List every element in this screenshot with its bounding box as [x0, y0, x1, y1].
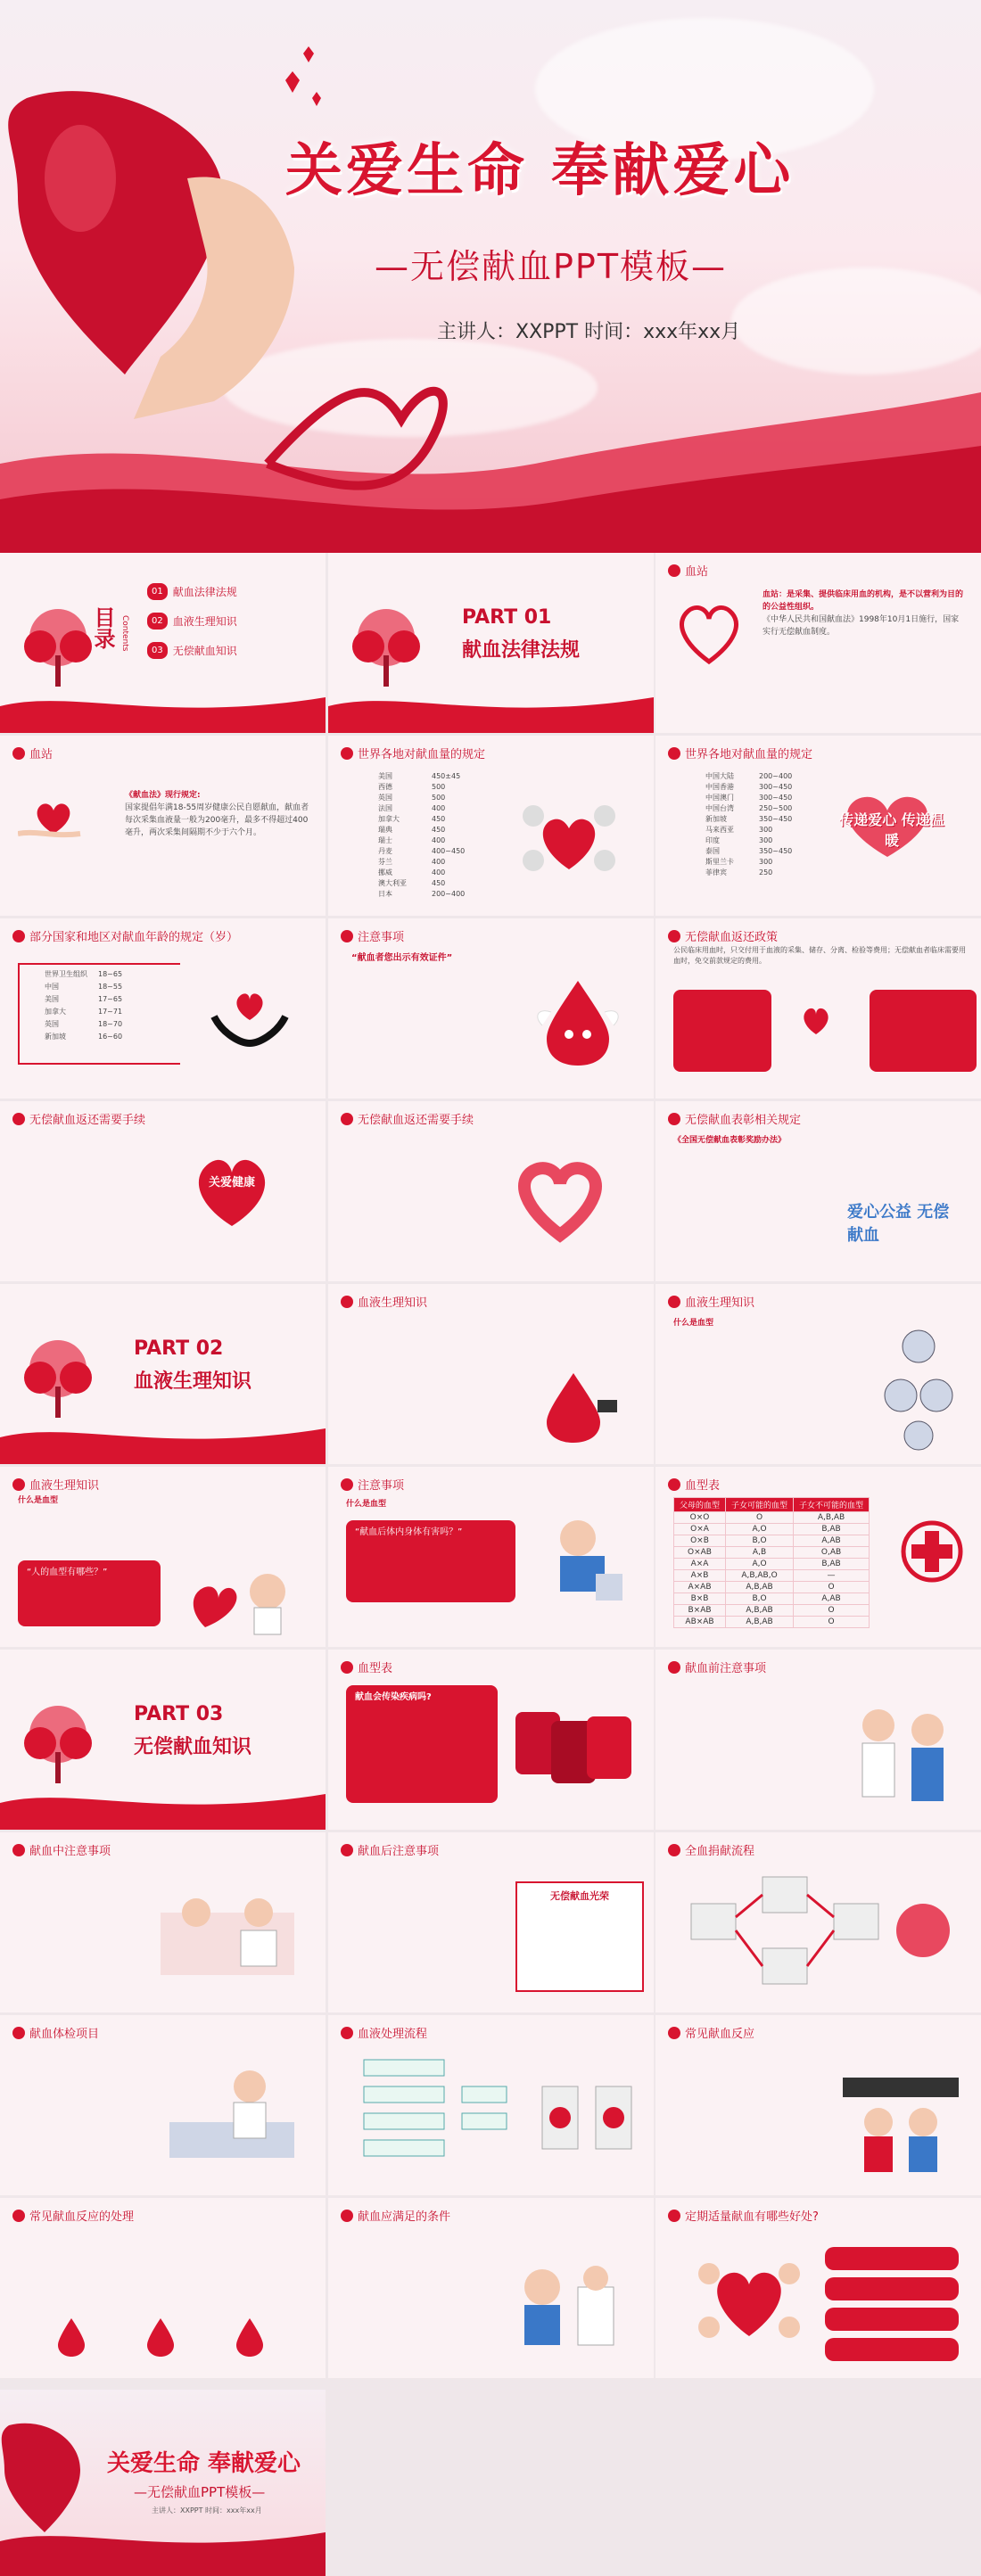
slide-body: 《全国无偿献血表彰奖励办法》 [673, 1136, 787, 1145]
slide-policy[interactable] [655, 918, 981, 1099]
heart-icon [12, 747, 25, 760]
list-value: 400~450 [432, 847, 466, 855]
table-cell: B,O [726, 1535, 794, 1547]
heart-icon [341, 1844, 353, 1856]
benefit-pill [825, 2277, 959, 2300]
slide-law[interactable] [0, 736, 326, 916]
toc-list [147, 583, 237, 659]
list-label: 法国 [378, 804, 392, 812]
list-value: 250~500 [759, 804, 793, 812]
list-value: 300 [759, 826, 773, 834]
part-number: PART 02 [134, 1337, 224, 1360]
slide-header: 血站 [12, 745, 53, 761]
slide-header: 血液生理知识 [668, 1293, 754, 1310]
list-label: 澳大利亚 [378, 879, 407, 887]
banner-photo: 无偿献血光荣 [515, 1881, 644, 1992]
table-cell: B×AB [674, 1605, 726, 1617]
lab-equipment-icon [533, 2069, 640, 2167]
wave-decoration [0, 679, 326, 733]
list-value: 18~65 [98, 970, 123, 978]
table-row [674, 1524, 870, 1535]
donor-cartoon-icon [533, 1511, 631, 1609]
blood-drop-mascot-icon [542, 1364, 622, 1444]
slide-body: 什么是血型 [346, 1500, 387, 1509]
heart-icon [341, 1478, 353, 1491]
table-row [674, 1547, 870, 1559]
red-cross-icon [901, 1520, 963, 1583]
toc-label: 献血法律法规 [172, 586, 237, 598]
heart-icon [12, 2027, 25, 2039]
list-label: 日本 [378, 890, 392, 898]
table-header: 父母的血型 [674, 1498, 726, 1512]
list-value: 400 [432, 868, 446, 876]
slide-conditions[interactable] [328, 2198, 654, 2378]
table-row [674, 1593, 870, 1605]
slide-header: 注意事项 [341, 927, 404, 944]
slide-header: 血型表 [668, 1476, 720, 1493]
question-card: “人的血型有哪些？” [18, 1560, 161, 1626]
donation-scene-icon [152, 1877, 303, 1984]
wave-decoration [328, 679, 654, 733]
slide-header: 常见献血反应的处理 [12, 2207, 134, 2224]
list-value: 16~60 [98, 1033, 123, 1041]
table-cell: A,B,AB [794, 1512, 870, 1524]
table-cell: A,B,AB [726, 1605, 794, 1617]
table-cell: O [794, 1605, 870, 1617]
list-label: 斯里兰卡 [705, 858, 734, 866]
toc-title: 目录 [90, 606, 115, 649]
question-card: “献血后体内身体有害吗？” [346, 1520, 515, 1602]
list-label: 马来西亚 [705, 826, 734, 834]
slide-header: 定期适量献血有哪些好处? [668, 2207, 819, 2224]
slide-body: “献血者您出示有效证件” [351, 953, 453, 963]
list-value: 400 [432, 804, 446, 812]
slide-reaction-handle[interactable] [0, 2198, 326, 2378]
benefit-pill [825, 2338, 959, 2361]
table-header: 子女不可能的血型 [794, 1498, 870, 1512]
heart-icon [668, 747, 680, 760]
list-label: 瑞士 [378, 836, 392, 844]
heart-icon [668, 930, 680, 942]
list-label: 中国 [45, 983, 59, 991]
slide-reaction[interactable] [655, 2015, 981, 2195]
hands-heart-icon [498, 1155, 622, 1244]
slide-blood-station[interactable] [655, 553, 981, 733]
heart-icon [668, 2210, 680, 2222]
toc-contents: Contents [120, 615, 129, 652]
part-title: 无偿献血知识 [134, 1736, 252, 1758]
slide-header: 部分国家和地区对献血年龄的规定（岁） [12, 927, 238, 944]
clinic-cartoon-icon [834, 2060, 968, 2185]
list-value: 300~450 [759, 783, 793, 791]
table-row [674, 1570, 870, 1582]
table-cell: O×A [674, 1524, 726, 1535]
wave-decoration [0, 1776, 326, 1830]
slide-body: 血站：是采集、提供临床用血的机构，是不以营利为目的的公益性组织。 《中华人民共和国献血法》1998年10月1日施行，国家实行无偿献血制度。 [763, 590, 964, 637]
list-label: 加拿大 [378, 815, 400, 823]
slide-bloodtype[interactable] [0, 1467, 326, 1647]
slide-header: 常见献血反应 [668, 2024, 754, 2041]
heart-icon [12, 930, 25, 942]
part-number: PART 01 [462, 606, 552, 629]
flow-diagram-icon [682, 1868, 959, 2002]
slide-benefits[interactable] [655, 2198, 981, 2378]
toc-item[interactable] [147, 583, 237, 600]
list-value: 500 [432, 794, 446, 802]
slide-header: 血型表 [341, 1658, 392, 1675]
table-row [674, 1512, 870, 1524]
heart-icon [341, 2210, 353, 2222]
table-cell: O×B [674, 1535, 726, 1547]
slide-header: 血液处理流程 [341, 2024, 427, 2041]
list-item [45, 968, 311, 981]
slide-header: 献血中注意事项 [12, 1841, 111, 1858]
heart-icon [341, 1661, 353, 1674]
donor-cartoon-icon [489, 2251, 640, 2358]
heart-icon [12, 1844, 25, 1856]
slide-header: 无偿献血表彰相关规定 [668, 1110, 801, 1127]
list-label: 中国香港 [705, 783, 734, 791]
slide-header: 献血体检项目 [12, 2024, 99, 2041]
list-label: 印度 [705, 836, 720, 844]
table-cell: A×B [674, 1570, 726, 1582]
list-value: 18~70 [98, 1020, 123, 1028]
table-cell: O×AB [674, 1547, 726, 1559]
heart-icon [341, 747, 353, 760]
slide-header: 注意事项 [341, 1476, 404, 1493]
heart-icon [668, 2027, 680, 2039]
slide-process[interactable] [328, 2015, 654, 2195]
toc-item[interactable] [147, 642, 237, 659]
list-value: 18~55 [98, 983, 123, 991]
table-row [674, 1535, 870, 1547]
slide-physio-2[interactable] [655, 1284, 981, 1464]
list-label: 中国大陆 [705, 772, 734, 780]
heart-icon [341, 1296, 353, 1308]
slide-header: 全血捐献流程 [668, 1841, 754, 1858]
slide-header: 世界各地对献血量的规定 [668, 745, 812, 761]
table-row [674, 1617, 870, 1628]
list-value: 300 [759, 858, 773, 866]
slide-body: 什么是血型 [673, 1319, 714, 1328]
ending-title: 关爱生命 奉献爱心 [107, 2450, 301, 2477]
list-value: 17~71 [98, 1008, 123, 1016]
heart-icon [668, 1296, 680, 1308]
slide-exam[interactable] [0, 2015, 326, 2195]
table-cell: O [794, 1582, 870, 1593]
toc-label: 无偿献血知识 [172, 645, 237, 657]
policy-note-right [870, 990, 977, 1072]
table-cell: A,B [726, 1547, 794, 1559]
slide-header: 无偿献血返还需要手续 [12, 1110, 145, 1127]
heart-icon [341, 1113, 353, 1125]
slide-header: 无偿献血返还政策 [668, 927, 778, 944]
slide-after[interactable] [328, 1832, 654, 2012]
list-value: 450±45 [432, 772, 461, 780]
hands-heart-icon [507, 789, 631, 887]
table-cell: A,B,AB [726, 1582, 794, 1593]
cover-slide [0, 0, 981, 553]
heart-icon [668, 1661, 680, 1674]
slide-blood-disease[interactable] [328, 1650, 654, 1830]
slide-header: 血液生理知识 [341, 1293, 427, 1310]
list-label: 新加坡 [45, 1033, 66, 1041]
table-cell: A,B,AB [726, 1617, 794, 1628]
slide-before[interactable] [655, 1650, 981, 1830]
list-label: 加拿大 [45, 1008, 66, 1016]
list-value: 350~450 [759, 847, 793, 855]
hands-heart-icon [205, 981, 294, 1052]
slide-body: 公民临床用血时，只交付用于血液的采集、储存、分离、检验等费用；无偿献血者临床需要用血时，免交前款规定的费用。 [673, 946, 966, 965]
table-cell: B,O [726, 1593, 794, 1605]
slide-header: 献血前注意事项 [668, 1658, 766, 1675]
slide-china-rules[interactable] [655, 736, 981, 916]
policy-note-left [673, 990, 771, 1072]
list-label: 美国 [378, 772, 392, 780]
list-label: 挪威 [378, 868, 392, 876]
table-cell: A×A [674, 1559, 726, 1570]
blood-cells-icon [878, 1320, 959, 1453]
love-stamp: 传递爱心 传递温暖 [820, 789, 954, 860]
slide-header: 献血应满足的条件 [341, 2207, 450, 2224]
slide-header: 世界各地对献血量的规定 [341, 745, 485, 761]
list-value: 17~65 [98, 995, 123, 1003]
wave-decoration [0, 1411, 326, 1464]
table-cell: B×B [674, 1593, 726, 1605]
list-label: 中国台湾 [705, 804, 734, 812]
slide-header: 血站 [668, 562, 708, 579]
slide-related[interactable] [655, 1101, 981, 1281]
list-item [378, 771, 639, 782]
blood-drop-mascot-icon [533, 972, 622, 1070]
toc-label: 血液生理知识 [172, 615, 237, 628]
slide-ending[interactable] [0, 2390, 326, 2576]
list-item [705, 771, 967, 782]
slide-body: 《献血法》现行规定: 国家提倡年满18-55周岁健康公民自愿献血，献血者每次采集血液量一般为200毫升，最多不得超过400毫升，两次采集间隔期不少于六个月。 [125, 791, 309, 837]
list-value: 450 [432, 826, 446, 834]
slide-part-02[interactable] [0, 1284, 326, 1464]
slide-header: 无偿献血返还需要手续 [341, 1110, 474, 1127]
heart-icon [341, 930, 353, 942]
slide-header: 献血后注意事项 [341, 1841, 439, 1858]
process-chart-icon [355, 2051, 515, 2185]
benefit-pill [825, 2247, 959, 2270]
table-cell: A,AB [794, 1535, 870, 1547]
list-label: 世界卫生组织 [45, 970, 87, 978]
list-label: 新加坡 [705, 815, 727, 823]
health-stamp: 关爱健康 [178, 1137, 285, 1244]
table-row [674, 1582, 870, 1593]
hand-heart-icon [18, 798, 89, 843]
table-cell: AB×AB [674, 1617, 726, 1628]
public-stamp: 爱心公益 无偿献血 [847, 1203, 950, 1245]
part-title: 献血法律法规 [462, 639, 581, 662]
list-value: 400 [432, 858, 446, 866]
slide-part-03[interactable] [0, 1650, 326, 1830]
cover-subtitle: —无偿献血PPT模板— [375, 247, 728, 286]
heart-icon [668, 1478, 680, 1491]
list-label: 中国澳门 [705, 794, 734, 802]
list-value: 200~400 [432, 890, 466, 898]
heart-icon [12, 2210, 25, 2222]
list-value: 450 [432, 879, 446, 887]
list-label: 英国 [378, 794, 392, 802]
cartoon-icon [178, 1556, 303, 1636]
hands-heart-icon [785, 999, 847, 1052]
cover-title: 关爱生命 奉献爱心 [285, 138, 795, 204]
heart-icon [12, 1478, 25, 1491]
table-cell: B,AB [794, 1524, 870, 1535]
slide-blood-table[interactable] [655, 1467, 981, 1647]
slide-procedure-2[interactable] [328, 1101, 654, 1281]
table-cell: A,B,AB,O [726, 1570, 794, 1582]
table-cell: B,AB [794, 1559, 870, 1570]
question-card: 献血会传染疾病吗? [346, 1685, 498, 1803]
slide-toc[interactable] [0, 553, 326, 733]
ending-meta: 主讲人：XXPPT 时间：xxx年xx月 [152, 2506, 262, 2514]
list-label: 西德 [378, 783, 392, 791]
table-cell: O [726, 1512, 794, 1524]
ending-subtitle: —无偿献血PPT模板— [134, 2484, 266, 2500]
benefit-pills [825, 2247, 959, 2368]
slide-world-rules[interactable] [328, 736, 654, 916]
slide-part-01[interactable] [328, 553, 654, 733]
part-title: 血液生理知识 [134, 1370, 252, 1393]
heart-icon [341, 2027, 353, 2039]
table-cell: A,AB [794, 1593, 870, 1605]
part-number: PART 03 [134, 1703, 224, 1725]
toc-num: 03 [147, 642, 168, 659]
table-cell: O×O [674, 1512, 726, 1524]
slide-procedure[interactable] [0, 1101, 326, 1281]
table-cell: A,O [726, 1559, 794, 1570]
slide-notes[interactable] [328, 918, 654, 1099]
list-label: 芬兰 [378, 858, 392, 866]
list-value: 300~450 [759, 794, 793, 802]
list-value: 300 [759, 836, 773, 844]
toc-item[interactable] [147, 613, 237, 630]
list-label: 美国 [45, 995, 59, 1003]
table-row [674, 1605, 870, 1617]
blood-type-table [673, 1497, 870, 1628]
benefit-pill [825, 2308, 959, 2331]
list-label: 菲律宾 [705, 868, 727, 876]
heart-icon [668, 1113, 680, 1125]
list-label: 泰国 [705, 847, 720, 855]
blood-bag-icon [498, 1694, 640, 1792]
list-value: 500 [432, 783, 446, 791]
table-cell: O [794, 1617, 870, 1628]
list-value: 200~400 [759, 772, 793, 780]
toc-num: 02 [147, 613, 168, 630]
hospital-cartoon-icon [152, 2051, 312, 2185]
list-label: 瑞典 [378, 826, 392, 834]
table-cell: A×AB [674, 1582, 726, 1593]
heart-icon [12, 1113, 25, 1125]
blood-drops-icon [36, 2314, 285, 2358]
table-cell: O,AB [794, 1547, 870, 1559]
table-header: 子女可能的血型 [726, 1498, 794, 1512]
list-value: 400 [432, 836, 446, 844]
toc-num: 01 [147, 583, 168, 600]
slide-flow[interactable] [655, 1832, 981, 2012]
hands-heart-icon [682, 2238, 816, 2363]
doctor-cartoon-icon [843, 1694, 959, 1819]
list-value: 450 [432, 815, 446, 823]
table-row [674, 1559, 870, 1570]
list-item [378, 889, 639, 900]
slide-age-rules[interactable] [0, 918, 326, 1099]
slide-header: 血液生理知识 [12, 1476, 99, 1493]
list-item [705, 868, 967, 878]
table-cell: A,O [726, 1524, 794, 1535]
list-value: 350~450 [759, 815, 793, 823]
list-value: 250 [759, 868, 773, 876]
heart-icon [668, 564, 680, 577]
slide-physio-1[interactable] [328, 1284, 654, 1464]
slide-abo[interactable] [328, 1467, 654, 1647]
list-label: 英国 [45, 1020, 59, 1028]
cover-meta: 主讲人：XXPPT 时间：xxx年xx月 [437, 321, 741, 343]
heart-icon [668, 1844, 680, 1856]
slide-during[interactable] [0, 1832, 326, 2012]
table-cell: — [794, 1570, 870, 1582]
slide-body: 什么是血型 [18, 1496, 59, 1505]
heart-outline-icon [673, 597, 745, 669]
list-label: 丹麦 [378, 847, 392, 855]
